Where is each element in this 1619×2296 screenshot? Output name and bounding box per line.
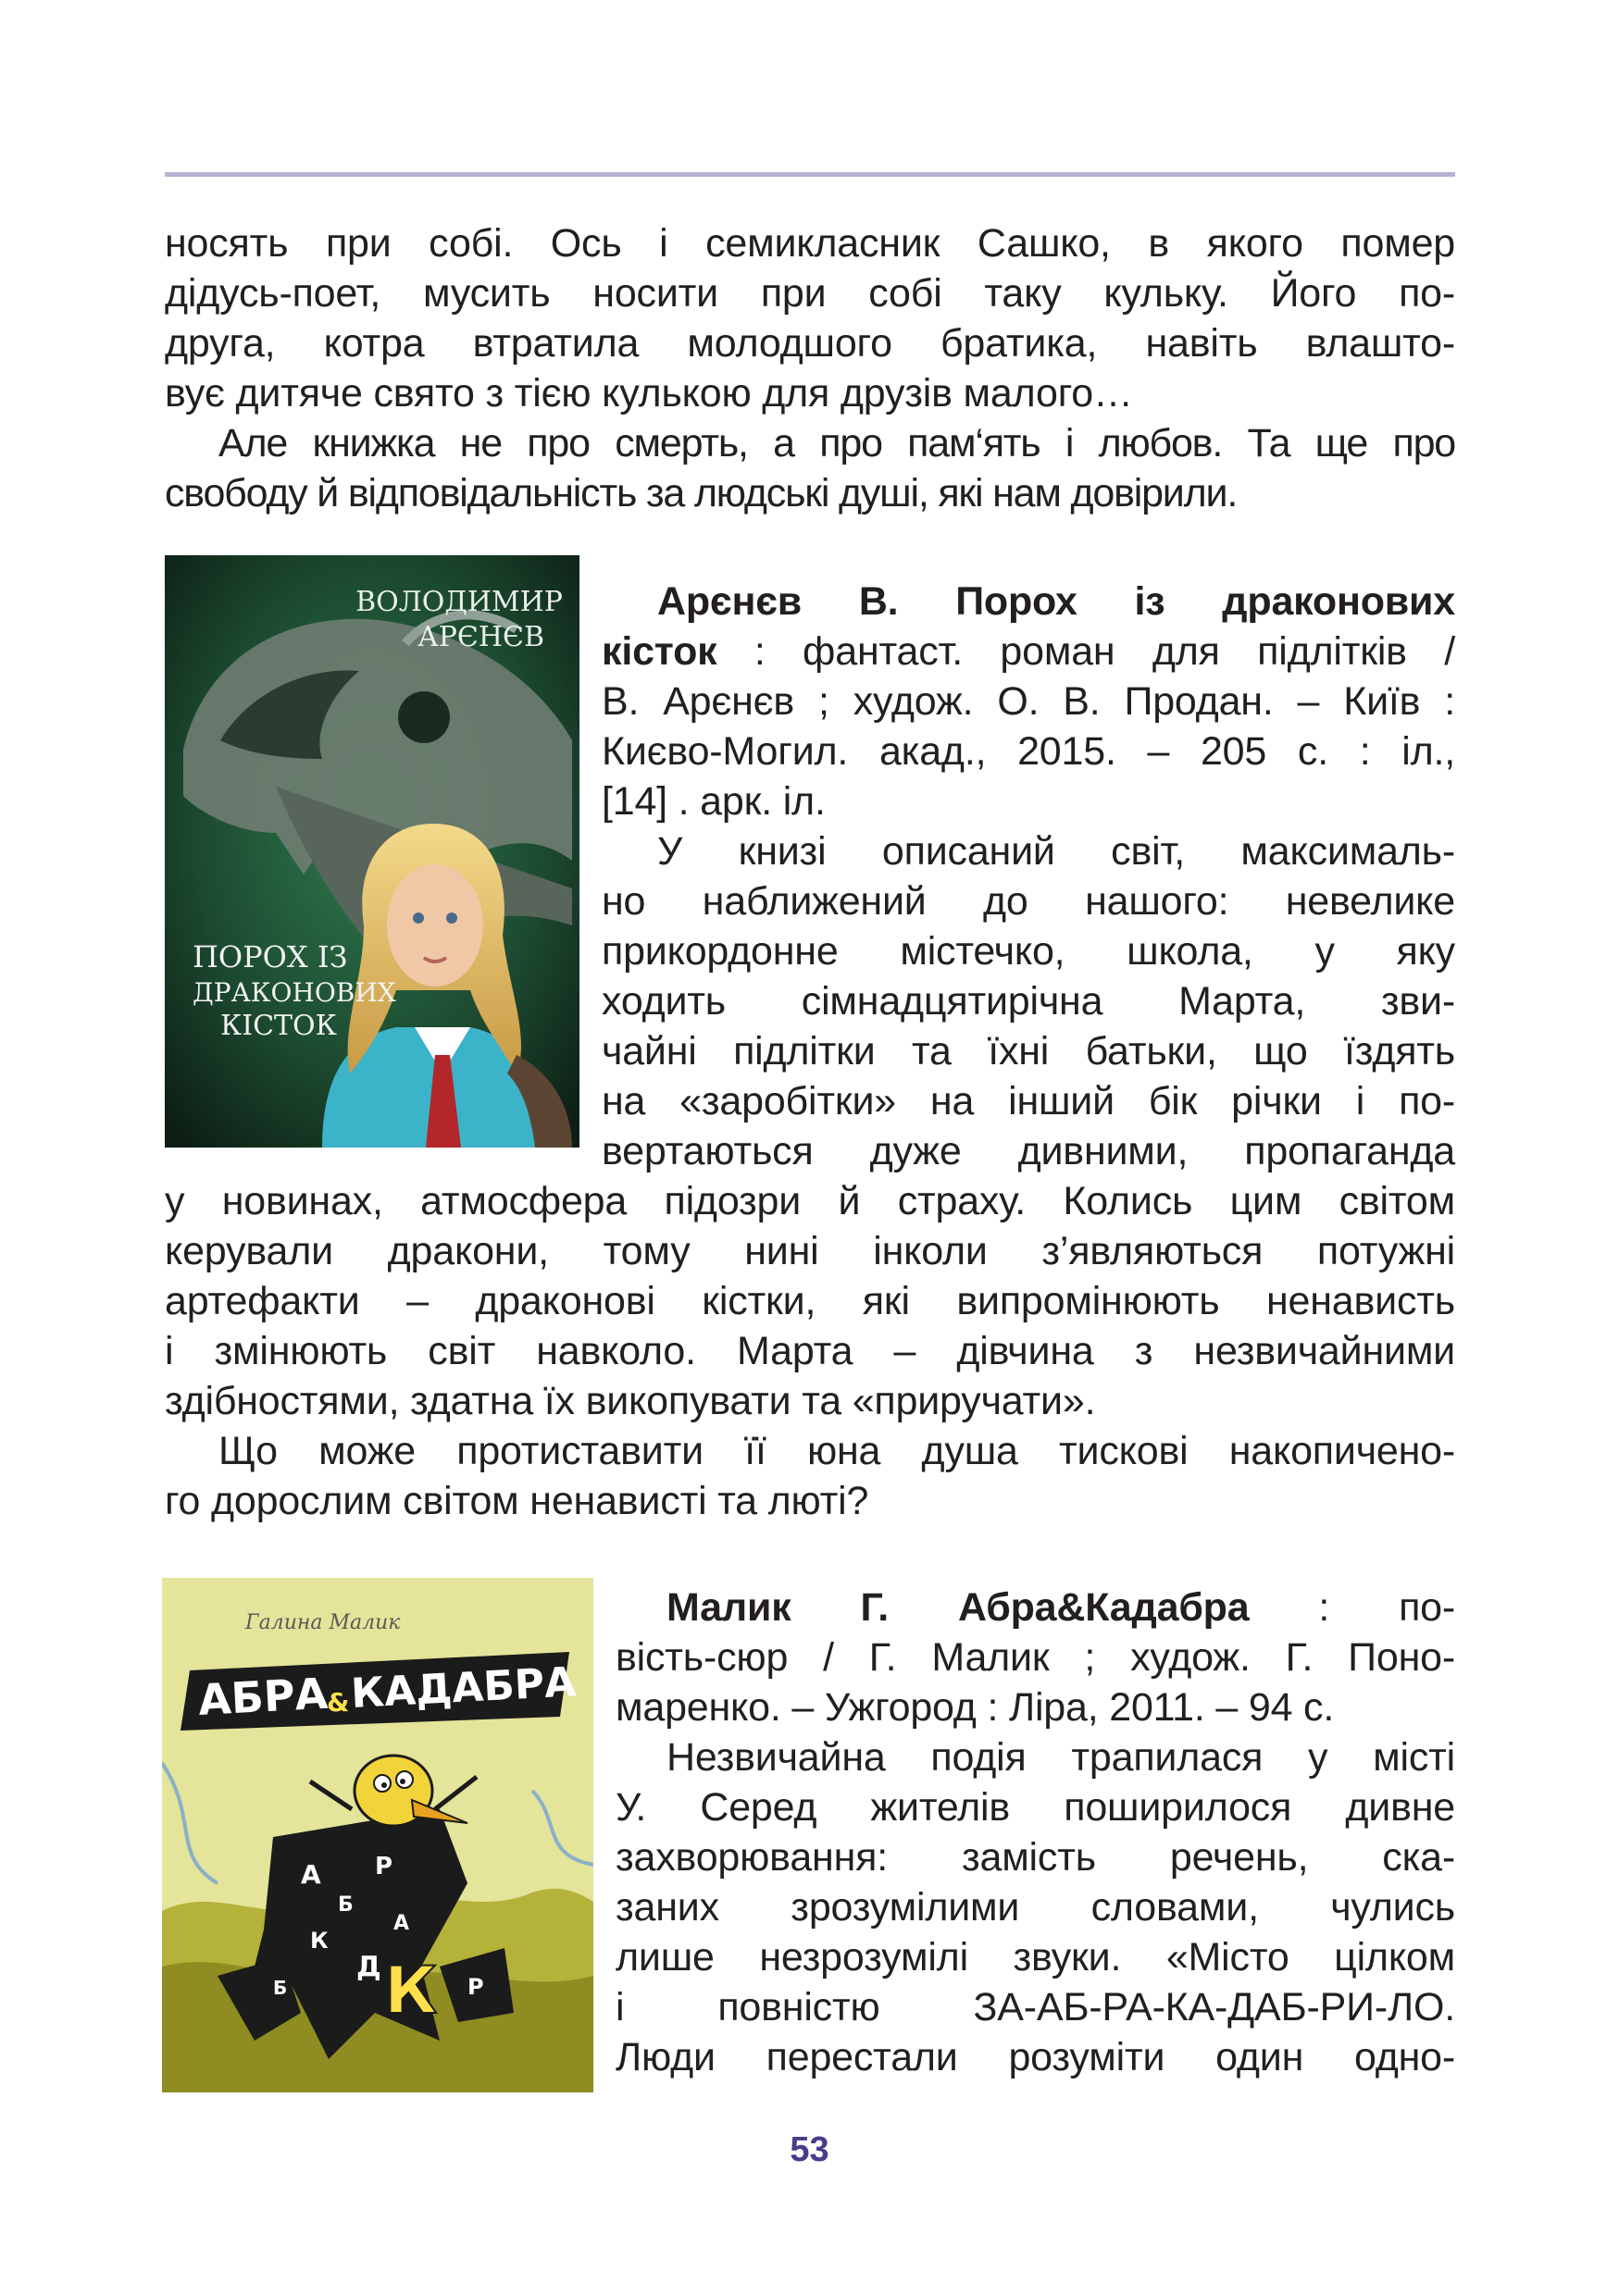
svg-text:А: А bbox=[393, 1912, 410, 1935]
text-line: на «заробітки» на інший бік річки і по- bbox=[602, 1079, 1455, 1123]
book-cover-poroh bbox=[165, 555, 579, 1148]
svg-text:А: А bbox=[301, 1859, 321, 1890]
text-line: Але книжка не про смерть, а про пам‘ять і любов. Та ще про bbox=[218, 421, 1455, 465]
cover2-title-left: АБРА bbox=[196, 1668, 330, 1725]
book1-heading: Арєнєв В. Порох із драконових bbox=[657, 579, 1455, 624]
text-line: лише незрозумілі звуки. «Місто цілком bbox=[616, 1935, 1455, 1980]
text-line: дідусь-поет, мусить носити при собі таку кульку. Його по- bbox=[165, 271, 1455, 316]
svg-text:К: К bbox=[310, 1928, 329, 1954]
text-line: керували дракони, тому нині інколи з’являються потужні bbox=[165, 1229, 1455, 1273]
text-line: кісток : фантаст. роман для підлітків / bbox=[602, 629, 1455, 674]
cover-author-line2: АРЄНЄВ bbox=[417, 621, 544, 653]
cover-title-line3: КІСТОК bbox=[220, 1010, 337, 1042]
text-line: го дорослим світом ненависті та люті? bbox=[165, 1479, 869, 1523]
text-line: і змінюють світ навколо. Марта – дівчина з незвичайними bbox=[165, 1329, 1455, 1373]
text-line: В. Арєнєв ; худож. О. В. Продан. – Київ : bbox=[602, 679, 1455, 724]
text-line: і повністю ЗА-АБ-РА-КА-ДАБ-РИ-ЛО. bbox=[616, 1985, 1455, 2029]
svg-text:Д: Д bbox=[356, 1951, 381, 1983]
cover-title-line2: ДРАКОНОВИХ bbox=[193, 977, 396, 1008]
text-line: чайні підлітки та їхні батьки, що їздять bbox=[602, 1029, 1455, 1074]
text-line: Що може протиставити її юна душа тискові накопичено- bbox=[218, 1429, 1455, 1473]
text-line: У книзі описаний світ, максималь- bbox=[657, 829, 1455, 874]
text-line: друга, котра втратила молодшого братика, навіть влашто- bbox=[165, 321, 1455, 366]
book2-heading bbox=[666, 1582, 1455, 1632]
text-line: свободу й відповідальність за людські душі, які нам довірили. bbox=[165, 471, 1238, 515]
cover2-title-right: КАДАБРА bbox=[349, 1658, 578, 1718]
svg-text:Р: Р bbox=[467, 1974, 484, 2000]
page-number: 53 bbox=[790, 2130, 829, 2169]
svg-text:Р: Р bbox=[375, 1853, 393, 1880]
text-line: но наближений до нашого: невелике bbox=[602, 879, 1455, 924]
svg-text:К: К bbox=[384, 1953, 438, 2029]
book2-heading-text: Малик Г. Абра&Кадабра : по- bbox=[666, 1585, 1455, 1630]
text-line: маренко. – Ужгород : Ліра, 2011. – 94 с. bbox=[616, 1685, 1335, 1730]
text-line: артефакти – драконові кістки, які випромінюють ненависть bbox=[165, 1279, 1455, 1323]
cover-title-line1: ПОРОХ ІЗ bbox=[193, 939, 348, 974]
text-line: здібностями, здатна їх викопувати та «приручати». bbox=[165, 1379, 1096, 1423]
text-line: вість-сюр / Г. Малик ; худож. Г. Поно- bbox=[616, 1635, 1455, 1680]
text-line: носять при собі. Ось і семикласник Сашко, в якого помер bbox=[165, 221, 1455, 266]
cover2-author: Галина Малик bbox=[245, 1611, 401, 1634]
text-line: У. Серед жителів поширилося дивне bbox=[616, 1785, 1455, 1830]
text-line: вертаються дуже дивними, пропаганда bbox=[602, 1129, 1455, 1173]
book1-bib-rest: : фантаст. роман для підлітків / bbox=[716, 629, 1455, 674]
header-rule bbox=[165, 172, 1455, 177]
text-line: захворювання: замість речень, ска- bbox=[616, 1835, 1455, 1880]
book-cover-abra-kadabra bbox=[162, 1578, 593, 2092]
cover-author-line1: ВОЛОДИМИР bbox=[355, 586, 563, 618]
svg-text:Б: Б bbox=[338, 1893, 354, 1917]
text-line: ходить сімнадцятирічна Марта, зви- bbox=[602, 979, 1455, 1024]
cover2-title-amp: & bbox=[327, 1687, 350, 1718]
text-line: Києво-Могил. акад., 2015. – 205 с. : іл., bbox=[602, 729, 1455, 774]
text-line: Незвичайна подія трапилася у місті bbox=[666, 1735, 1455, 1780]
text-line: прикордонне містечко, школа, у яку bbox=[602, 929, 1455, 974]
text-line: [14] . арк. іл. bbox=[602, 779, 826, 824]
text-line: заних зрозумілими словами, чулись bbox=[616, 1885, 1455, 1930]
text-line: вує дитяче свято з тією кулькою для друзів малого… bbox=[165, 371, 1133, 416]
text-line: Люди перестали розуміти один одно- bbox=[616, 2035, 1455, 2079]
text-line: у новинах, атмосфера підозри й страху. Колись цим світом bbox=[165, 1179, 1455, 1223]
svg-text:Б: Б bbox=[273, 1977, 288, 1999]
